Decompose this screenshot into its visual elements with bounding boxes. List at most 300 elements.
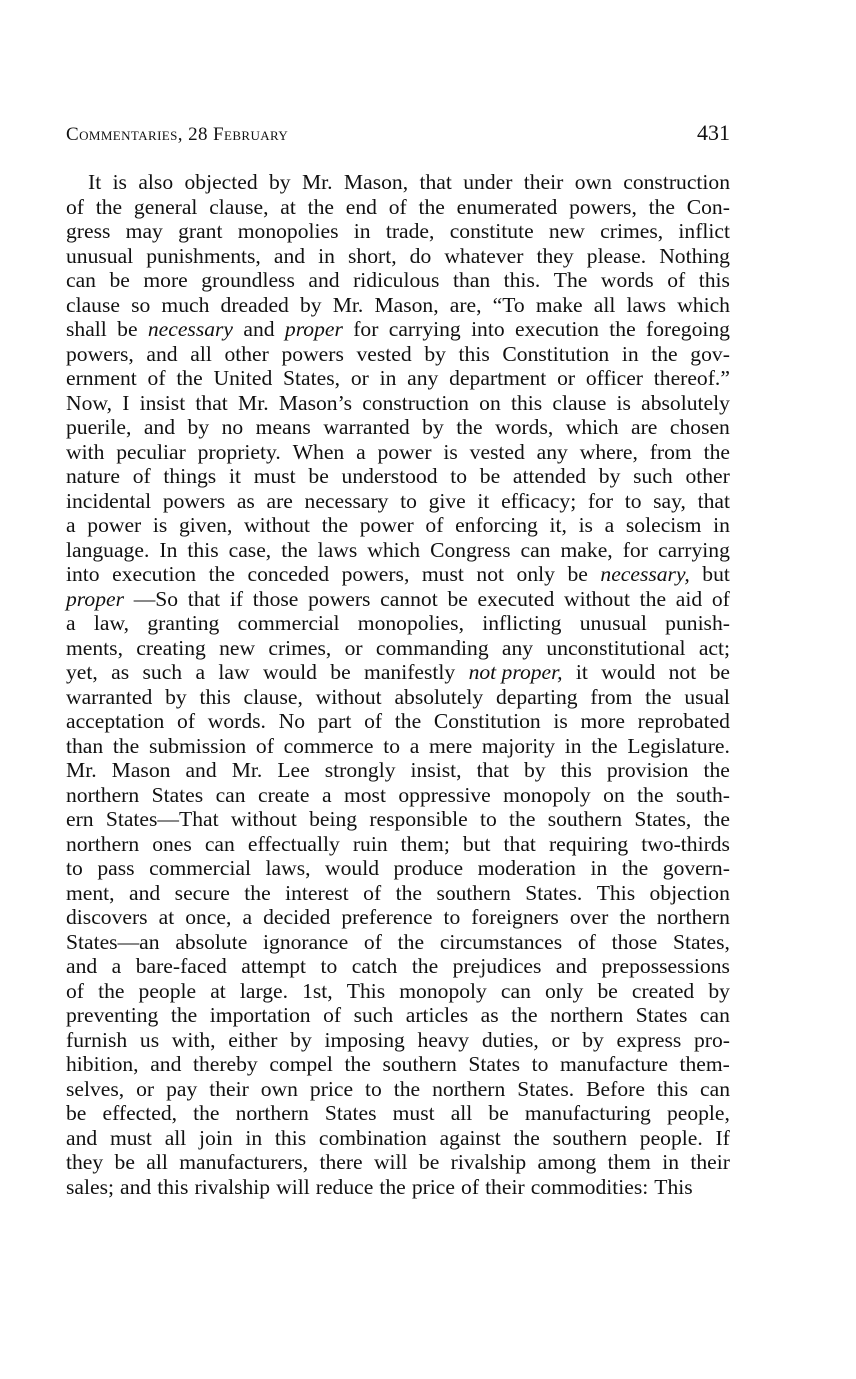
text-line xyxy=(66,562,730,587)
word: be xyxy=(597,978,618,1003)
word: words xyxy=(600,268,654,292)
word: laws xyxy=(626,292,667,317)
word: in xyxy=(621,341,639,366)
word: short, xyxy=(348,243,397,268)
word: can xyxy=(520,537,551,562)
word: to xyxy=(479,807,497,831)
word: mere xyxy=(429,733,473,758)
text-line xyxy=(66,244,730,269)
word: would xyxy=(601,660,656,684)
word: southern xyxy=(382,1052,457,1076)
word: so xyxy=(131,292,151,317)
word: the xyxy=(621,856,649,880)
word: manifestly xyxy=(364,660,456,684)
word: by xyxy=(424,341,446,366)
word: southern xyxy=(436,880,511,905)
word: a xyxy=(111,954,122,978)
word: furnish xyxy=(66,1027,128,1052)
word: commercial xyxy=(237,611,340,635)
word: this xyxy=(199,684,231,709)
word: nature xyxy=(66,464,120,488)
word: in xyxy=(245,1125,263,1150)
word: States—an xyxy=(66,929,160,954)
word: northern xyxy=(66,831,140,856)
word: the xyxy=(393,1076,421,1101)
word: price xyxy=(309,1076,354,1101)
word: created xyxy=(631,978,695,1003)
word: much xyxy=(161,292,210,317)
word: The xyxy=(553,268,588,292)
word: govern- xyxy=(662,856,730,880)
word: Constitution xyxy=(502,341,610,366)
word: a xyxy=(321,782,332,807)
word: or xyxy=(344,635,363,660)
word: give xyxy=(428,488,466,513)
text-line xyxy=(66,391,730,416)
word: that xyxy=(476,758,509,782)
word: and xyxy=(308,268,340,292)
word: cannot xyxy=(380,586,438,611)
text-line xyxy=(66,979,730,1004)
word: States xyxy=(635,1003,688,1027)
word: unconstitutional xyxy=(546,635,686,660)
word: and xyxy=(150,1052,182,1076)
word: must xyxy=(392,1101,435,1125)
word: make xyxy=(535,292,583,317)
word: majority xyxy=(481,733,556,758)
word: be xyxy=(567,562,588,586)
word: as xyxy=(111,660,130,684)
word: them xyxy=(607,1150,651,1174)
text-line xyxy=(66,1101,730,1126)
word: pass xyxy=(97,856,135,880)
word: of xyxy=(388,194,407,219)
word: for xyxy=(353,317,379,341)
word: all xyxy=(146,1150,168,1174)
word: solecism xyxy=(625,513,702,537)
word: Mason’s xyxy=(278,390,352,415)
word: to xyxy=(443,905,461,929)
word: commodities: xyxy=(530,1174,649,1199)
italic-word: proper xyxy=(66,586,124,611)
word: the xyxy=(193,1101,220,1125)
word: south- xyxy=(675,782,730,807)
word: necessary xyxy=(304,488,389,513)
word: can xyxy=(204,831,235,856)
word: southern xyxy=(547,807,623,831)
word: of xyxy=(425,513,444,537)
text-line xyxy=(66,415,730,440)
text-line xyxy=(66,195,730,220)
word: a xyxy=(195,660,206,684)
word: of xyxy=(177,709,196,733)
word: vested xyxy=(469,439,525,464)
word: commerce xyxy=(283,733,374,758)
word: by xyxy=(269,170,291,194)
word: not xyxy=(476,562,505,586)
word: be xyxy=(114,1150,135,1174)
text-line xyxy=(66,1028,730,1053)
word: chosen xyxy=(669,415,730,439)
word: new xyxy=(548,219,585,243)
word: provision xyxy=(606,758,689,782)
text-line xyxy=(66,930,730,955)
word: is xyxy=(152,513,168,537)
word: ern xyxy=(66,807,94,831)
word: more xyxy=(143,268,188,292)
word: preference xyxy=(341,905,433,929)
word: by xyxy=(708,978,730,1003)
word: Mr. xyxy=(66,758,97,782)
word: and xyxy=(243,317,275,341)
word: acceptation xyxy=(66,709,165,733)
text-line xyxy=(66,513,730,538)
word: the xyxy=(418,194,445,219)
word: it xyxy=(575,660,588,684)
word: conceded xyxy=(247,562,330,586)
word: and xyxy=(66,1125,98,1150)
word: secure xyxy=(174,880,230,905)
word: Mason, xyxy=(343,170,409,194)
word: the xyxy=(511,1003,538,1027)
word: the xyxy=(509,807,536,831)
word: States, xyxy=(283,366,341,390)
word: and xyxy=(185,758,217,782)
word: Con- xyxy=(686,194,730,219)
word: foregoing xyxy=(646,317,730,341)
body-text xyxy=(66,170,730,1199)
word: be xyxy=(488,1101,509,1125)
word: express xyxy=(616,1027,682,1052)
text-line xyxy=(66,636,730,661)
word: monopolies xyxy=(237,219,339,243)
word: their xyxy=(485,1174,525,1199)
word: be xyxy=(117,317,138,341)
word: be xyxy=(709,660,730,684)
word: powers, xyxy=(66,341,134,366)
word: be xyxy=(308,464,329,488)
word: any xyxy=(407,366,439,390)
word: this xyxy=(187,537,219,562)
word: the xyxy=(307,194,335,219)
word: that xyxy=(195,390,228,415)
word: at xyxy=(158,905,175,929)
word: execution xyxy=(112,562,197,586)
word: must xyxy=(421,562,464,586)
word: Lee xyxy=(277,758,310,782)
word: in xyxy=(590,856,608,880)
word: those xyxy=(611,929,658,954)
word: can xyxy=(699,1003,730,1027)
word: United xyxy=(213,366,273,390)
word: can xyxy=(215,782,246,807)
word: northern xyxy=(656,905,730,929)
word: incidental xyxy=(66,488,152,513)
word: the xyxy=(281,537,308,562)
text-line xyxy=(66,611,730,636)
word: the xyxy=(703,439,730,464)
word: the xyxy=(112,733,140,758)
word: oppressive xyxy=(398,782,491,807)
word: manufacturing xyxy=(524,1101,651,1125)
word: selves, xyxy=(66,1076,125,1101)
word: of xyxy=(577,929,596,954)
word: circumstances xyxy=(439,929,563,954)
word: their xyxy=(690,1150,730,1174)
word: it xyxy=(477,488,490,513)
word: than xyxy=(66,733,104,758)
word: the xyxy=(170,1003,198,1027)
word: department xyxy=(449,366,547,390)
word: the xyxy=(379,1174,406,1199)
word: punish- xyxy=(665,611,730,635)
word: such xyxy=(633,464,673,488)
word: thereof.” xyxy=(653,366,730,390)
word: will xyxy=(276,1174,310,1199)
word: or xyxy=(557,366,576,390)
word: to xyxy=(66,856,83,880)
word: they xyxy=(66,1150,104,1174)
word: without xyxy=(315,684,382,709)
word: can xyxy=(700,1076,730,1101)
text-line xyxy=(66,905,730,930)
word: inflicting xyxy=(482,611,562,635)
word: other xyxy=(685,464,730,488)
word: clause xyxy=(552,390,607,415)
word: compel xyxy=(269,1052,333,1076)
text-line xyxy=(66,709,730,734)
word: by xyxy=(524,758,546,782)
word: to xyxy=(383,733,401,758)
word: also xyxy=(138,170,174,194)
word: of xyxy=(66,194,84,219)
word: Mr. xyxy=(332,292,364,317)
word: being xyxy=(309,807,358,831)
text-line xyxy=(66,734,730,759)
word: and xyxy=(120,1174,152,1199)
word: them- xyxy=(679,1052,730,1076)
word: of xyxy=(363,929,382,954)
word: would xyxy=(262,660,317,684)
word: and xyxy=(555,954,588,978)
word: can xyxy=(500,978,531,1003)
word: that xyxy=(187,586,221,611)
word: be xyxy=(479,464,501,488)
word: the xyxy=(397,929,425,954)
word: that xyxy=(419,170,452,194)
word: usual xyxy=(684,684,730,709)
word: enumerated xyxy=(456,194,558,219)
word: requiring xyxy=(548,831,629,856)
text-line xyxy=(66,1003,730,1028)
word: thereby xyxy=(192,1052,258,1076)
word: decided xyxy=(263,905,331,929)
word: —So xyxy=(133,586,179,611)
word: imposing xyxy=(324,1027,405,1052)
word: of xyxy=(147,366,166,390)
word: the xyxy=(95,194,123,219)
text-line xyxy=(66,464,730,489)
word: where, xyxy=(579,439,638,464)
word: law xyxy=(218,660,250,684)
word: that xyxy=(503,831,536,856)
word: monopolies, xyxy=(357,611,464,635)
word: rivalship xyxy=(194,1174,271,1199)
word: for xyxy=(587,488,614,513)
word: unusual xyxy=(579,611,647,635)
word: whatever xyxy=(444,243,524,268)
word: articles xyxy=(405,1003,469,1027)
text-line xyxy=(66,783,730,808)
word: other xyxy=(224,341,269,366)
word: This xyxy=(596,880,636,905)
word: it xyxy=(228,464,241,488)
word: a xyxy=(66,513,76,537)
running-title: Commentaries, 28 February xyxy=(66,124,289,145)
word: the xyxy=(344,1052,371,1076)
word: may xyxy=(125,219,163,243)
word: given, xyxy=(178,513,233,537)
text-line xyxy=(66,832,730,857)
word: power xyxy=(377,439,432,464)
word: be xyxy=(66,1101,87,1125)
word: creating xyxy=(136,635,206,660)
word: crimes, xyxy=(600,219,664,243)
word: say, xyxy=(653,488,686,513)
word: which xyxy=(367,537,421,562)
word: States, xyxy=(634,807,692,831)
word: by xyxy=(290,1027,312,1052)
word: peculiar xyxy=(116,439,186,464)
word: own xyxy=(574,170,612,194)
word: once, xyxy=(185,905,232,929)
word: commercial xyxy=(149,856,251,880)
word: powers xyxy=(308,586,371,611)
word: all xyxy=(450,1101,473,1125)
word: attempt xyxy=(241,954,307,978)
word: but xyxy=(462,831,491,856)
word: northern xyxy=(550,1003,624,1027)
word: and xyxy=(273,243,306,268)
word: dreaded xyxy=(220,292,289,317)
word: against xyxy=(439,1125,501,1150)
word: things xyxy=(163,464,217,488)
word: absolutely xyxy=(394,684,484,709)
word: If xyxy=(715,1125,730,1150)
word: absolute xyxy=(175,929,248,954)
word: of xyxy=(323,1003,342,1027)
word: inflict xyxy=(678,219,730,243)
text-line xyxy=(66,881,730,906)
word: but xyxy=(702,562,730,586)
text-line xyxy=(66,538,730,563)
word: the xyxy=(394,709,422,733)
word: 1st, xyxy=(302,978,333,1003)
word: States. xyxy=(517,1076,575,1101)
word: people. xyxy=(639,1125,703,1150)
word: be xyxy=(447,586,468,611)
word: be xyxy=(418,1150,440,1174)
word: hibition, xyxy=(66,1052,139,1076)
word: granting xyxy=(147,611,220,635)
word: end xyxy=(345,194,377,219)
word: please. xyxy=(586,243,647,268)
word: laws, xyxy=(265,856,311,880)
word: the xyxy=(619,905,646,929)
word: the xyxy=(176,366,203,390)
word: vested xyxy=(356,341,412,366)
word: at xyxy=(210,978,226,1003)
word: puerile, xyxy=(66,415,132,439)
word: on xyxy=(603,782,625,807)
word: general xyxy=(133,194,198,219)
word: discovers xyxy=(66,905,148,929)
word: the xyxy=(591,733,618,758)
word: the xyxy=(456,415,483,439)
text-line xyxy=(66,342,730,367)
word: from xyxy=(649,439,692,464)
italic-word: proper xyxy=(284,317,343,341)
word: States. xyxy=(525,880,583,905)
word: officer xyxy=(585,366,643,390)
word: construction xyxy=(623,170,730,194)
word: most xyxy=(343,782,386,807)
word: clause, xyxy=(209,194,269,219)
word: must xyxy=(253,464,296,488)
word: or xyxy=(350,366,369,390)
word: powers, xyxy=(341,562,410,586)
word: produce xyxy=(393,856,464,880)
running-head xyxy=(66,120,730,150)
word: a xyxy=(409,733,420,758)
word: which xyxy=(565,415,619,439)
word: the xyxy=(244,880,271,905)
word: clause xyxy=(66,292,120,317)
word: effected, xyxy=(102,1101,178,1125)
word: the xyxy=(648,194,675,219)
word: make, xyxy=(560,537,613,562)
word: and xyxy=(143,415,176,439)
word: ridiculous xyxy=(353,268,440,292)
word: the xyxy=(645,684,672,709)
word: effectually xyxy=(247,831,340,856)
word: by xyxy=(299,292,322,317)
word: foreigners xyxy=(471,905,559,929)
word: It xyxy=(88,170,102,194)
word: executed xyxy=(477,586,555,611)
word: all xyxy=(593,292,616,317)
word: if xyxy=(229,586,244,611)
word: objection xyxy=(649,880,730,905)
text-line xyxy=(66,587,730,612)
text-line xyxy=(66,366,730,391)
word: which xyxy=(677,292,730,317)
word: in xyxy=(564,733,582,758)
word: bare-faced xyxy=(135,954,227,978)
word: reprobated xyxy=(637,709,730,733)
word: of xyxy=(364,709,383,733)
word: of xyxy=(255,733,274,758)
word: of xyxy=(461,1174,480,1199)
word: objected xyxy=(184,170,258,194)
word: efficacy; xyxy=(501,488,577,513)
word: I xyxy=(122,390,130,415)
word: pay xyxy=(166,1076,198,1101)
text-line xyxy=(66,856,730,881)
word: by xyxy=(582,1027,604,1052)
word: This xyxy=(654,1174,693,1199)
word: this xyxy=(698,268,730,292)
